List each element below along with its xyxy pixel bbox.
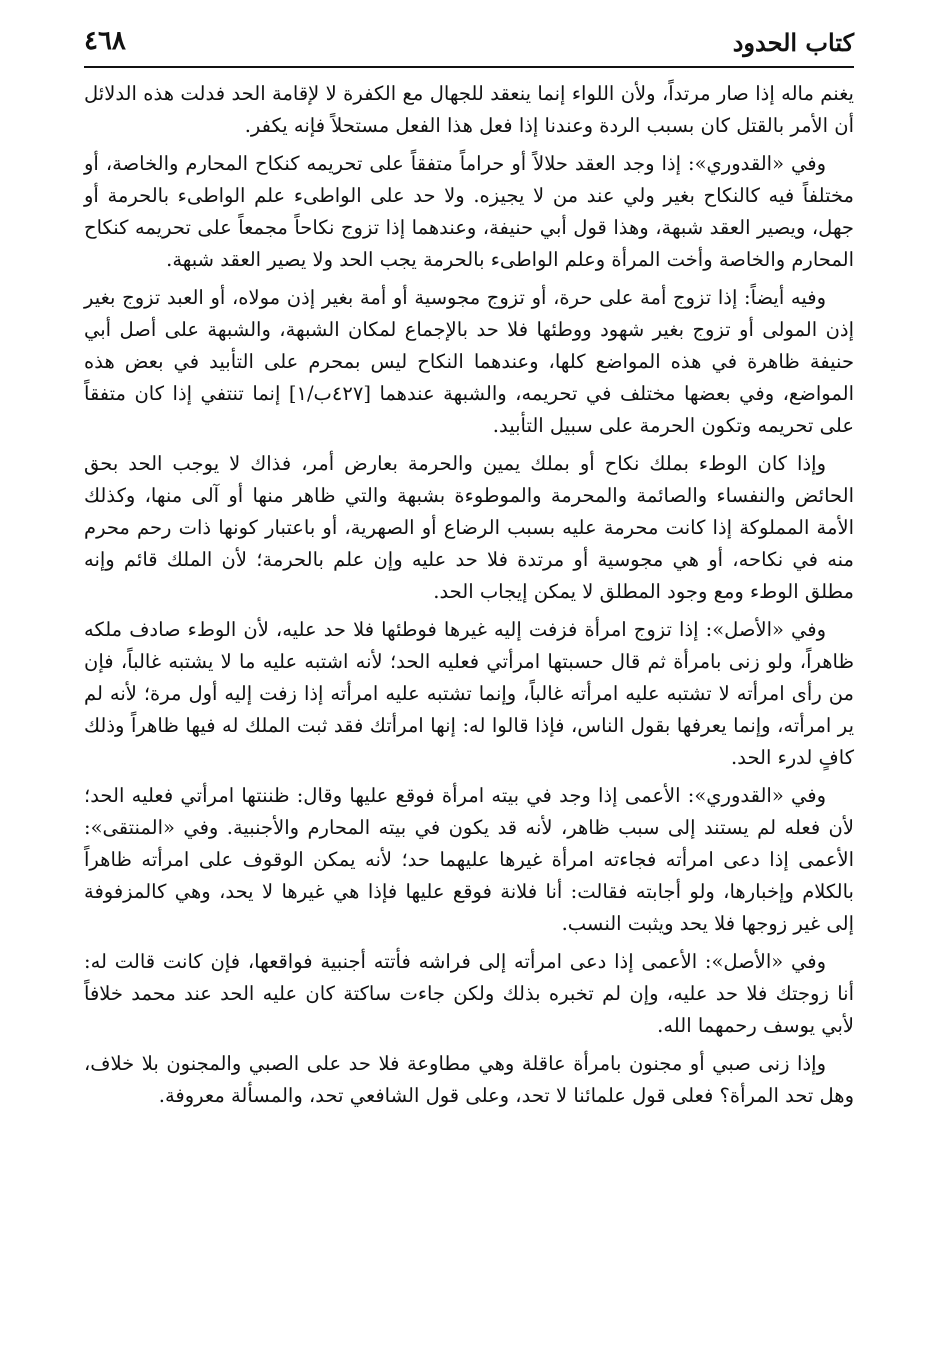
body-text <box>84 78 854 1118</box>
paragraph: وفيه أيضاً: إذا تزوج أمة على حرة، أو تزوج مجوسية أو أمة بغير إذن مولاه، أو العبد تزوج بغير إذن المولى أو تزوج بغير شهود ووطئها فلا حد بالإجماع لمكان الشبهة، والشبهة على أصل أبي حنيفة ظاهرة في هذه المواضع كلها، وعندهما النكاح ليس بمحرم على التأبيد في بعض هذه المواضع، وفي بعضها مختلف في تحريمه، والشبهة عندهما [٤٢٧ب/١] إنما تنتفي إذا كان متفقاً على تحريمه وتكون الحرمة على سبيل التأبيد. <box>84 286 854 437</box>
header-rule <box>84 66 854 68</box>
paragraph: وإذا زنى صبي أو مجنون بامرأة عاقلة وهي مطاوعة فلا حد على الصبي والمجنون بلا خلاف، وهل تحد المرأة؟ فعلى قول علمائنا لا تحد، وعلى قول الشافعي تحد، والمسألة معروفة. <box>84 1052 854 1107</box>
paragraph: وفي «الأصل»: إذا تزوج امرأة فزفت إليه غيرها فوطئها فلا حد عليه، لأن الوطء صادف ملكه ظاهراً، ولو زنى بامرأة ثم قال حسبتها امرأتي فعليه الحد؛ لأنه اشتبه عليه ما لا يشتبه غالباً، فإن من رأى امرأته لا تشتبه عليه امرأته غالباً، وإنما تشتبه عليه امرأته إذا زفت إليه أول مرة؛ لأنه لم ير امرأته، وإنما يعرفها بقول الناس، فإذا قالوا له: إنها امرأتك فقد ثبت الملك له فيها ظاهراً وذلك كافٍ لدرء الحد. <box>84 618 854 769</box>
page-number: ٤٦٨ <box>84 26 126 56</box>
running-header <box>84 24 854 64</box>
paragraph: يغنم ماله إذا صار مرتداً، ولأن اللواء إنما ينعقد للجهال مع الكفرة لا لإقامة الحد فدلت هذه الدلائل أن الأمر بالقتل كان بسبب الردة وعندنا إذا فعل هذا الفعل مستحلاً فإنه يكفر. <box>84 82 854 137</box>
paragraph: وفي «القدوري»: إذا وجد العقد حلالاً أو حراماً متفقاً على تحريمه كنكاح المحارم والخاصة، أو مختلفاً فيه كالنكاح بغير ولي عند من لا يجيزه. ولا حد على الواطىء علم الواطىء بالحرمة أو جهل، ويصير العقد شبهة، وهذا قول أبي حنيفة، وعندهما إذا تزوج نكاحاً مجمعاً على تحريمه كنكاح المحارم والخاصة وأخت المرأة وعلم الواطىء بالحرمة يجب الحد ولا يصير العقد شبهة. <box>84 152 854 271</box>
book-title: كتاب الحدود <box>732 28 854 57</box>
paragraph: وإذا كان الوطء بملك نكاح أو بملك يمين والحرمة بعارض أمر، فذاك لا يوجب الحد بحق الحائض والنفساء والصائمة والمحرمة والموطوءة بشبهة والتي ظاهر منها أو آلى منها، وكذلك الأمة المملوكة إذا كانت محرمة عليه بسبب الرضاع أو الصهرية، أو باعتبار كونها ذات رحم محرم منه في نكاحه، أو هي مجوسية أو مرتدة فلا حد عليه وإن علم بالحرمة؛ لأن الملك قائم وإنه مطلق الوطء ومع وجود المطلق لا يمكن إيجاب الحد. <box>84 452 854 603</box>
paragraph: وفي «الأصل»: الأعمى إذا دعى امرأته إلى فراشه فأتته أجنبية فواقعها، فإن كانت قالت له: أنا زوجتك فلا حد عليه، وإن لم تخبره بذلك ولكن جاءت ساكتة كان عليه الحد عند محمد خلافاً لأبي يوسف رحمهما الله. <box>84 950 854 1037</box>
paragraph: وفي «القدوري»: الأعمى إذا وجد في بيته امرأة فوقع عليها وقال: ظننتها امرأتي فعليه الحد؛ لأن فعله لم يستند إلى سبب ظاهر، لأنه قد يكون في بيته المحارم والأجنبية. وفي «المنتقى»: الأعمى إذا دعى امرأته فجاءته امرأة غيرها عليهما حد؛ لأنه يمكن الوقوف على امرأته ظاهراً بالكلام وإخبارها، ولو أجابته فقالت: أنا فلانة فوقع عليها فإذا هي غيرها لا يحد، وهي كالمزفوفة إلى غير زوجها فلا يحد ويثبت النسب. <box>84 784 854 935</box>
